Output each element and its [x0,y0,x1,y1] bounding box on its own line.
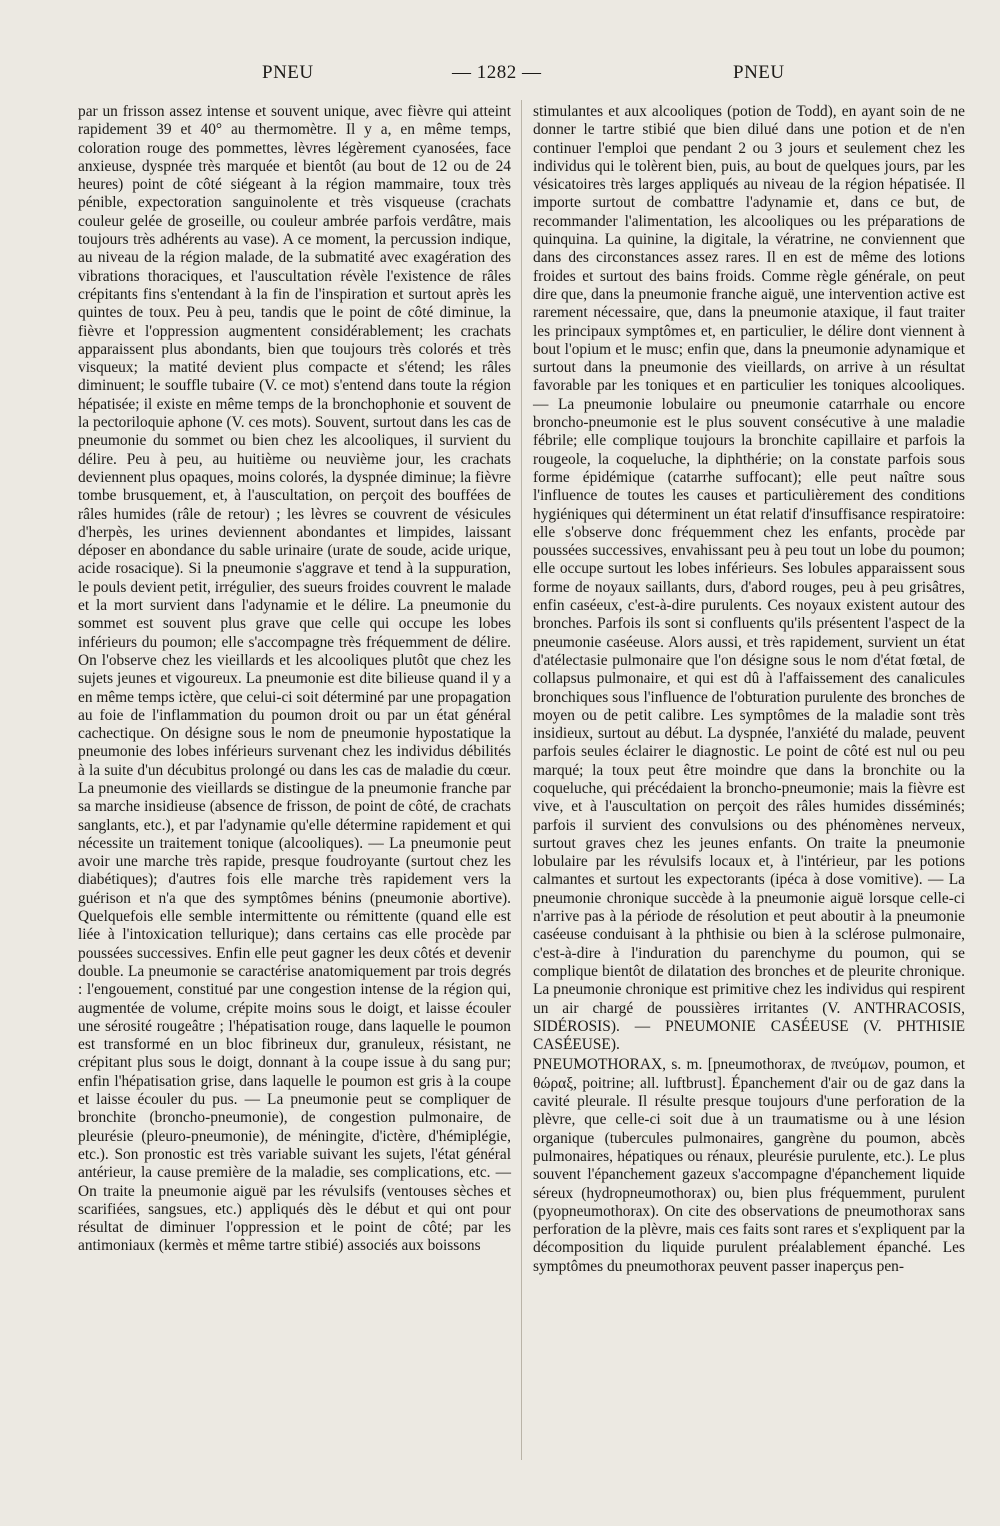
header-left-word: PNEU [262,62,314,83]
right-column-text: stimulantes et aux alcooliques (potion de Todd), en ayant soin de ne donner le tartre stibié que bien dilué dans une potion et de n'en continuer l'emploi que pendant 2 ou 3 jours et seulement chez les individus qui le tolèrent bien, puis, au bout de quelques jours, par les vésicatoires très larges appliqués au niveau de la région hépatisée. Il importe surtout de combattre l'adynamie et, dans ce but, de recommander l'alimentation, les alcooliques ou les préparations de quinquina. La quinine, la digitale, la vératrine, ne conviennent que dans des circonstances assez rares. Il en est de même des lotions froides et surtout des bains froids. Comme règle générale, on peut dire que, dans la pneumonie franche aiguë, une intervention active est rarement nécessaire, que, dans la pneumonie ataxique, il faut traiter les principaux symptômes et, en particulier, le délire dont viennent à bout l'opium et le musc; enfin que, dans la pneumonie adynamique et surtout dans la pneumonie des vieillards, on arrive à un résultat favorable par les toniques et en particulier les toniques alcooliques. — La pneumonie lobulaire ou pneumonie catarrhale ou encore broncho-pneumonie est le plus souvent consécutive à une maladie fébrile; elle complique toujours la bronchite capillaire et parfois la rougeole, la coqueluche, la diphthérie; on la constate parfois sous forme épidémique (catarrhe suffocant); elle peut naître sous l'influence de toutes les causes et particulièrement des conditions hygiéniques qui déterminent un état relatif d'insuffisance respiratoire: elle s'observe donc fréquemment chez les enfants, procède par poussées successives, envahissant peu à peu tout un lobe du poumon; elle occupe surtout les lobes inférieurs. Ses lobules apparaissent sous forme de noyaux saillants, durs, d'abord rouges, peu à peu grisâtres, enfin caséeux, c'est-à-dire purulents. Ces noyaux existent autour des bronches. Parfois ils sont si confluents qu'ils présentent l'aspect de la pneumonie caséeuse. Alors aussi, et très rapidement, survient un état d'atélectasie pulmonaire que l'on désigne sous le nom d'état fœtal, de collapsus pulmonaire, et qui est dû à l'affaissement des canalicules bronchiques sous l'influence de l'obturation purulente des bronches de moyen ou de petit calibre. Les symptômes de la maladie sont très insidieux, surtout au début. La dyspnée, l'anxiété du malade, peuvent parfois seules éclairer le diagnostic. Le point de côté est nul ou peu marqué; la toux peut être moindre que dans la bronchite ou la coqueluche, qui précédaient la broncho-pneumonie; mais la fièvre est vive, et à l'auscultation on perçoit des râles humides disséminés; parfois il survient des convulsions ou des phénomènes nerveux, surtout graves chez les jeunes enfants. On traite la pneumonie lobulaire par les révulsifs locaux et, à l'intérieur, par les potions calmantes et surtout les expectorants (ipéca à dose vomitive). — La pneumonie chronique succède à la pneumonie aiguë lorsque celle-ci n'arrive pas à la période de résolution et peut aboutir à la pneumonie caséeuse conduisant à la phthisie ou bien à la sclérose pulmonaire, c'est-à-dire à l'induration du parenchyme du poumon, qui se complique bientôt de dilatation des bronches et de pleurite chronique. La pneumonie chronique est primitive chez les individus qui respirent un air chargé de poussières irritantes (V. ANTHRACOSIS, SIDÉROSIS). — PNEUMONIE CASÉEUSE (V. PHTHISIE CASÉEUSE). [533,103,965,1054]
page-number: — 1282 — [452,62,542,83]
header-right-word: PNEU [733,62,785,83]
column-divider [521,100,522,1460]
left-column [78,103,511,1256]
left-column-text: par un frisson assez intense et souvent unique, avec fièvre qui atteint rapidement 39 et 40° au thermomètre. Il y a, en même temps, coloration rouge des pommettes, lèvres légèrement cyanosées, face anxieuse, dyspnée très marquée et bientôt (au bout de 12 ou de 24 heures) point de côté siégeant à la région mammaire, toux très pénible, expectoration sanguinolente et très visqueuse (crachats couleur gelée de groseille, ou couleur ambrée parfois verdâtre, mais toujours très adhérents au vase). A ce moment, la percussion indique, au niveau de la région malade, de la submatité avec exagération des vibrations thoraciques, et l'auscultation révèle l'existence de râles crépitants fins s'entendant à la fin de l'inspiration et surtout après les quintes de toux. Peu à peu, tandis que le point de côté diminue, la fièvre et l'oppression augmentent considérablement; les crachats apparaissent plus abondants, bien que toujours très colorés et très visqueux; la matité devient plus compacte et s'étend; les râles diminuent; le souffle tubaire (V. ce mot) s'entend dans toute la région hépatisée; il existe en même temps de la bronchophonie et souvent de la pectoriloquie aphone (V. ces mots). Souvent, surtout dans les cas de pneumonie du sommet ou bien chez les alcooliques, il survient du délire. Peu à peu, au huitième ou neuvième jour, les crachats deviennent plus opaques, moins colorés, la dyspnée diminue; la fièvre tombe brusquement, et, à l'auscultation, on perçoit des bouffées de râles humides (râle de retour) ; les lèvres se couvrent de vésicules d'herpès, les urines deviennent abondantes et limpides, laissant déposer en abondance du sable urinaire (urate de soude, acide urique, acide rosacique). Si la pneumonie s'aggrave et tend à la suppuration, le pouls devient petit, irrégulier, des sueurs froides couvrent le malade et la mort survient dans l'adynamie et le délire. La pneumonie du sommet est souvent plus grave que celle qui occupe les lobes inférieurs du poumon; elle s'accompagne très fréquemment de délire. On l'observe chez les vieillards et les alcooliques plutôt que chez les sujets jeunes et vigoureux. La pneumonie est dite bilieuse quand il y a en même temps ictère, que celui-ci soit déterminé par une propagation au foie de l'inflammation du poumon droit ou par un état général cachectique. On désigne sous le nom de pneumonie hypostatique la pneumonie des lobes inférieurs survenant chez les individus débilités à la suite d'un décubitus prolongé ou dans les cas de maladie du cœur. La pneumonie des vieillards se distingue de la pneumonie franche par sa marche insidieuse (absence de frisson, de point de côté, de crachats sanglants, etc.), et par l'adynamie qu'elle détermine rapidement et qui nécessite un traitement tonique (alcooliques). — La pneumonie peut avoir une marche très rapide, presque foudroyante (surtout chez les diabétiques); d'autres fois elle marche très rapidement vers la guérison et n'a que des symptômes bénins (pneumonie abortive). Quelquefois elle semble intermittente ou rémittente (quand elle est liée à l'intoxication tellurique); dans certains cas elle procède par poussées successives. Enfin elle peut gagner les deux côtés et devenir double. La pneumonie se caractérise anatomiquement par trois degrés : l'engouement, constitué par une congestion intense de la région qui, augmentée de volume, crépite moins sous le doigt, et laisse écouler une sérosité rougeâtre ; l'hépatisation rouge, dans laquelle le poumon est transformé en un bloc fibrineux dur, granuleux, résistant, ne crépitant plus sous le doigt, donnant à la coupe issue à du sang pur; enfin l'hépatisation grise, dans laquelle le poumon est gris à la coupe et laisse écouler du pus. — La pneumonie peut se compliquer de bronchite (broncho-pneumonie), de congestion pulmonaire, de pleurésie (pleuro-pneumonie), de méningite, d'ictère, d'hémiplégie, etc.). Son pronostic est très variable suivant les sujets, l'état général antérieur, la cause première de la maladie, ses complications, etc. — On traite la pneumonie aiguë par les révulsifs (ventouses sèches et scarifiées, sangsues, etc.) appliqués dès le début et qui ont pour résultat de diminuer l'oppression et le point de côté; par les antimoniaux (kermès et même tartre stibié) associés aux boissons [78,103,511,1255]
right-column [533,103,965,1276]
pneumothorax-entry: PNEUMOTHORAX, s. m. [pneumothorax, de πνεύμων, poumon, et θώραξ, poitrine; all. luftbrust]. Épanchement d'air ou de gaz dans la cavité pleurale. Il résulte presque toujours d'une perforation de la plèvre, que celle-ci soit due à un traumatisme ou à une lésion organique (tubercules pulmonaires, gangrène du poumon, abcès pulmonaires, hépatiques ou rénaux, pleurésie purulente, etc.). Le plus souvent l'épanchement gazeux s'accompagne d'épanchement liquide séreux (hydropneumothorax) ou, bien plus fréquemment, purulent (pyopneumothorax). On cite des observations de pneumothorax sans perforation de la plèvre, mais ces faits sont rares et s'expliquent par la décomposition du liquide purulent préalablement épanché. Les symptômes du pneumothorax peuvent passer inaperçus pen- [533,1056,965,1275]
running-header [0,62,1000,92]
